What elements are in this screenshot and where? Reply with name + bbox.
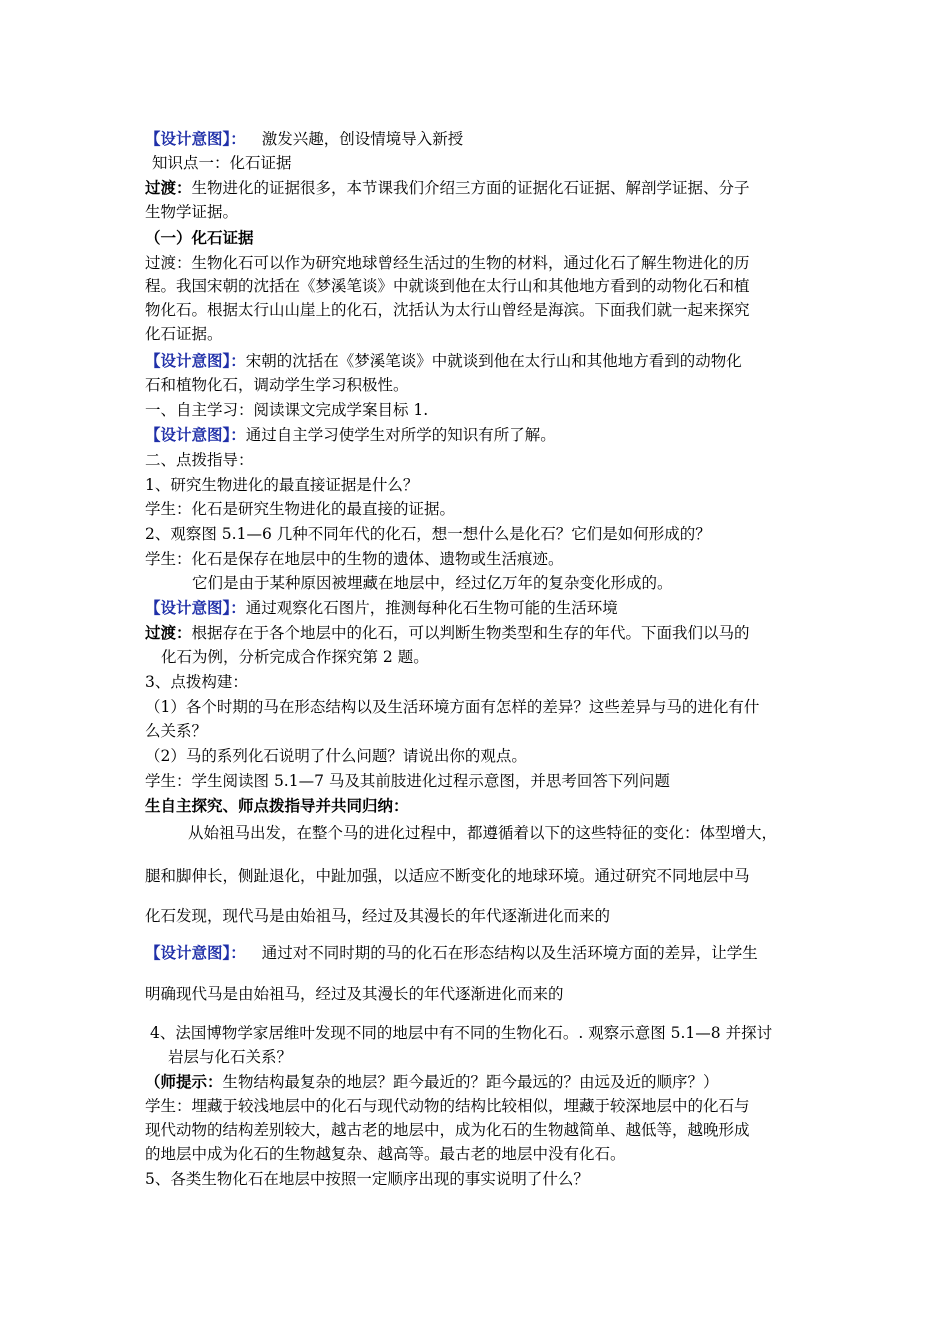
line-text: 激发兴趣，创设情境导入新授 — [261, 130, 464, 148]
paragraph-line: 岩层与化石关系？ — [168, 1048, 293, 1066]
student-line — [145, 1095, 815, 1117]
design-intent-line-1 — [145, 128, 815, 150]
paragraph-line: 现代动物的结构差别较大，越古老的地层中，成为化石的生物越简单、越低等，越晚形成 — [145, 1121, 750, 1139]
question-line: 2、观察图 5.1—6 几种不同年代的化石，想一想什么是化石？它们是如何形成的？ — [145, 525, 711, 543]
design-intent-label: 【设计意图】： — [145, 598, 246, 617]
paragraph-line: 的地层中成为化石的生物越复杂、越高等。最古老的地层中没有化石。 — [145, 1145, 626, 1163]
teacher-hint-line — [145, 1071, 815, 1093]
student-line — [145, 548, 815, 570]
paragraph-line: 明确现代马是由始祖马，经过及其漫长的年代逐渐进化而来的 — [145, 985, 564, 1003]
line-text: 化石是保存在地层中的生物的遗体、遗物或生活痕迹。 — [191, 550, 564, 568]
paragraph-line: 从始祖马出发，在整个马的进化过程中，都遵循着以下的这些特征的变化：体型增大， — [188, 824, 778, 842]
section-heading: （一）化石证据 — [145, 228, 254, 247]
question-line: 5、各类生物化石在地层中按照一定顺序出现的事实说明了什么？ — [145, 1170, 589, 1188]
paragraph-line: 化石为例，分析完成合作探究第 2 题。 — [161, 648, 429, 666]
line-text: 根据存在于各个地层中的化石，可以判断生物类型和生存的年代。下面我们以马的 — [191, 624, 750, 642]
design-intent-line-4 — [145, 597, 815, 619]
design-intent-line-5 — [145, 942, 815, 964]
paragraph-line: 化石发现，现代马是由始祖马，经过及其漫长的年代逐渐进化而来的 — [145, 907, 611, 925]
paragraph-line: 程。我国宋朝的沈括在《梦溪笔谈》中就谈到他在太行山和其他地方看到的动物化石和植 — [145, 277, 750, 295]
design-intent-label: 【设计意图】： — [145, 425, 246, 444]
paragraph-line: 么关系？ — [145, 722, 208, 740]
paragraph-line: 一、自主学习：阅读课文完成学案目标 1. — [145, 401, 429, 419]
line-text: 生物结构最复杂的地层？距今最近的？距今最远的？由远及近的顺序？） — [222, 1073, 719, 1091]
design-intent-label: 【设计意图】： — [145, 943, 246, 962]
question-line: 4、法国博物学家居维叶发现不同的地层中有不同的生物化石。. 观察示意图 5.1—8 并探讨 — [150, 1024, 773, 1042]
paragraph-line: 3、点拨构建： — [145, 673, 248, 691]
paragraph-line: 物化石。根据太行山山崖上的化石，沈括认为太行山曾经是海滨。下面我们就一起来探究 — [145, 301, 750, 319]
line-text: 学生阅读图 5.1—7 马及其前肢进化过程示意图，并思考回答下列问题 — [191, 772, 670, 790]
paragraph-line: 石和植物化石，调动学生学习积极性。 — [145, 376, 409, 394]
question-line: （1）各个时期的马在形态结构以及生活环境方面有怎样的差异？这些差异与马的进化有什 — [145, 698, 760, 716]
line-text: 通过自主学习使学生对所学的知识有所了解。 — [245, 426, 556, 444]
line-text: 通过观察化石图片，推测每种化石生物可能的生活环境 — [245, 599, 618, 617]
design-intent-line-3 — [145, 424, 815, 446]
line-text: 埋藏于较浅地层中的化石与现代动物的结构比较相似，埋藏于较深地层中的化石与 — [191, 1097, 750, 1115]
paragraph-line: 腿和脚伸长，侧趾退化，中趾加强，以适应不断变化的地球环境。通过研究不同地层中马 — [145, 867, 750, 885]
student-label: 学生： — [145, 1097, 192, 1115]
summary-heading: 生自主探究、师点拨指导并共同归纳： — [145, 796, 409, 815]
transition-label: 过渡： — [145, 178, 192, 197]
paragraph-line: 生物学证据。 — [145, 203, 239, 221]
design-intent-label: 【设计意图】： — [145, 129, 246, 148]
paragraph-line: 二、点拨指导： — [145, 451, 254, 469]
paragraph-line: 它们是由于某种原因被埋藏在地层中，经过亿万年的复杂变化形成的。 — [192, 574, 673, 592]
line-text: 宋朝的沈括在《梦溪笔谈》中就谈到他在太行山和其他地方看到的动物化 — [245, 352, 742, 370]
student-label: 学生： — [145, 772, 192, 790]
design-intent-label: 【设计意图】： — [145, 351, 246, 370]
transition-label: 过渡： — [145, 623, 192, 642]
knowledge-point-heading: 知识点一：化石证据 — [152, 154, 292, 172]
paragraph-line: 过渡：生物化石可以作为研究地球曾经生活过的生物的材料，通过化石了解生物进化的历 — [145, 254, 750, 272]
student-line — [145, 498, 815, 520]
question-line: 1、研究生物进化的最直接证据是什么？ — [145, 476, 419, 494]
line-text: 通过对不同时期的马的化石在形态结构以及生活环境方面的差异，让学生 — [261, 944, 758, 962]
transition-line — [145, 622, 815, 644]
student-label: 学生： — [145, 500, 192, 518]
student-label: 学生： — [145, 550, 192, 568]
paragraph-line: 化石证据。 — [145, 325, 223, 343]
question-line: （2）马的系列化石说明了什么问题？请说出你的观点。 — [145, 747, 527, 765]
teacher-hint-label: （师提示： — [145, 1072, 223, 1091]
line-text: 化石是研究生物进化的最直接的证据。 — [191, 500, 456, 518]
line-text: 生物进化的证据很多，本节课我们介绍三方面的证据化石证据、解剖学证据、分子 — [191, 179, 750, 197]
student-line — [145, 770, 815, 792]
design-intent-line-2 — [145, 350, 815, 372]
transition-line — [145, 177, 815, 199]
